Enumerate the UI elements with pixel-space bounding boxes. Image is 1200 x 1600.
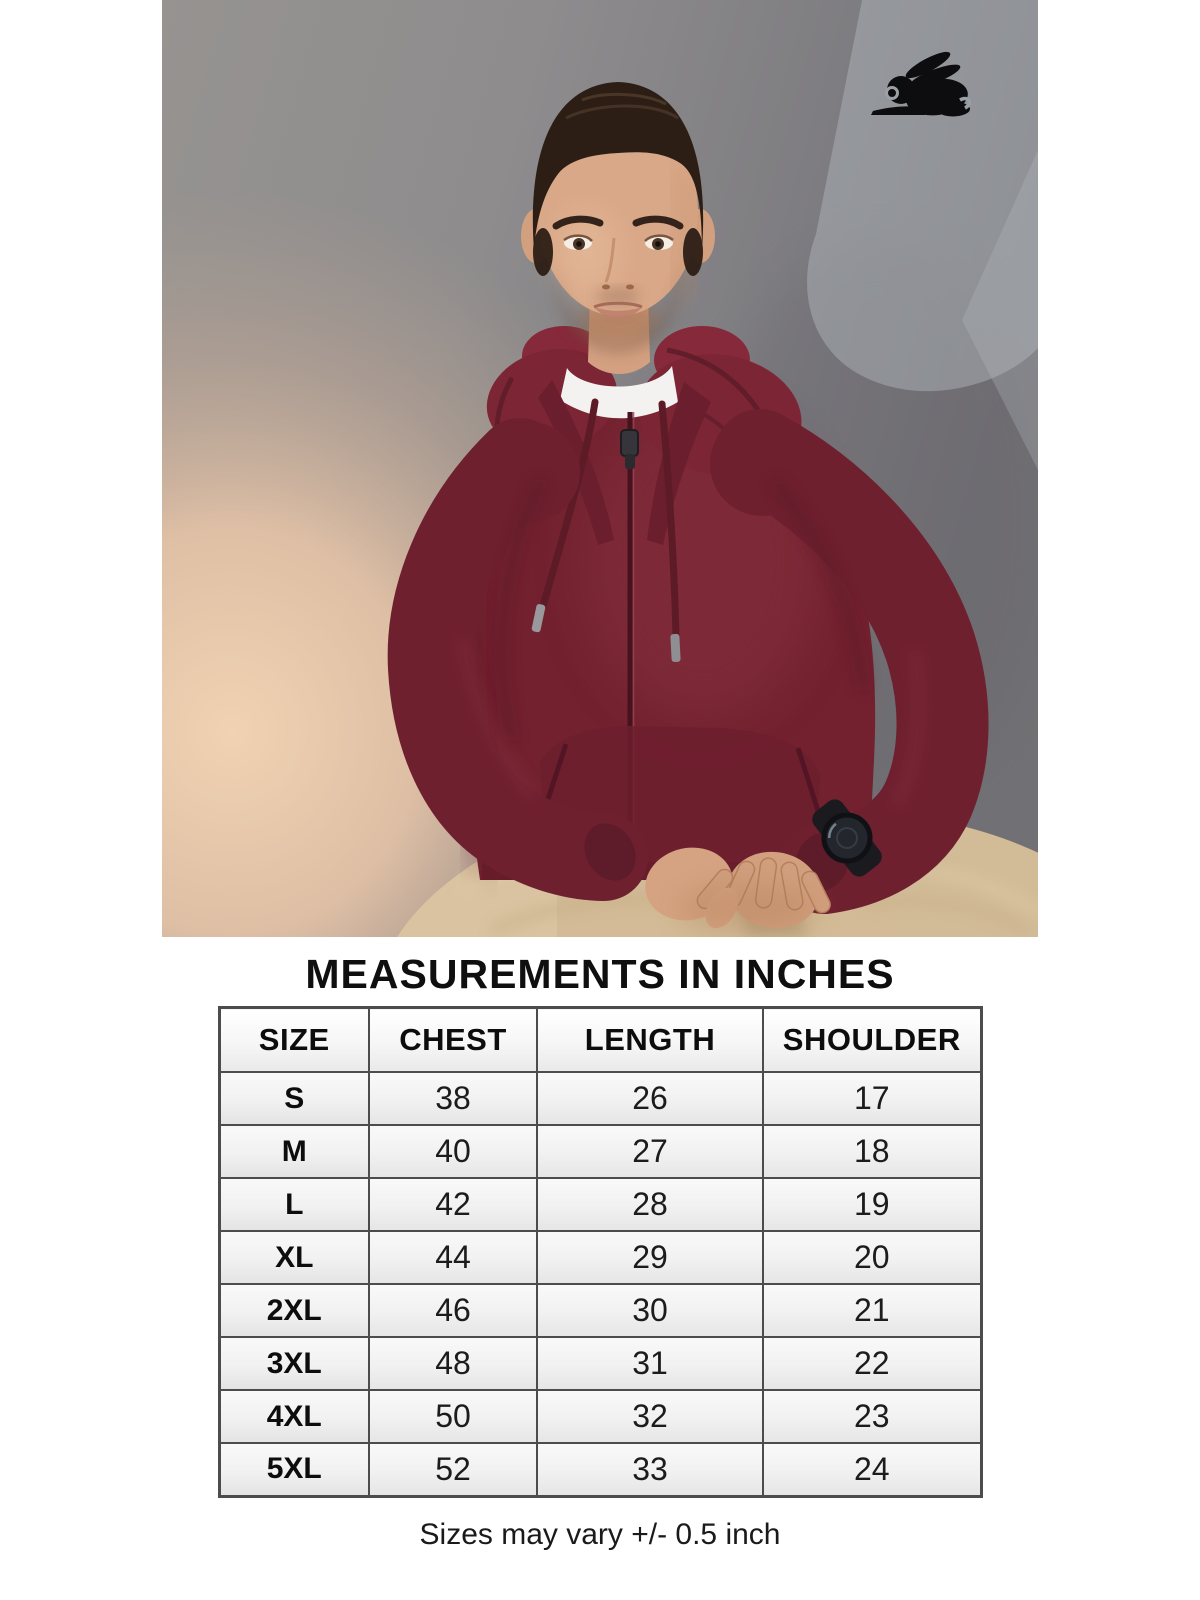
size-variance-note: Sizes may vary +/- 0.5 inch bbox=[419, 1517, 781, 1551]
chest-cell: 46 bbox=[369, 1284, 537, 1337]
chest-cell: 50 bbox=[369, 1390, 537, 1443]
shoulder-cell: 21 bbox=[763, 1284, 981, 1337]
shoulder-cell: 24 bbox=[763, 1443, 981, 1496]
table-row-3xl bbox=[219, 1337, 981, 1390]
shoulder-cell: 22 bbox=[763, 1337, 981, 1390]
length-cell: 28 bbox=[537, 1178, 763, 1231]
column-header-length: LENGTH bbox=[537, 1008, 763, 1073]
length-cell: 32 bbox=[537, 1390, 763, 1443]
length-cell: 31 bbox=[537, 1337, 763, 1390]
table-row-l bbox=[219, 1178, 981, 1231]
chest-cell: 38 bbox=[369, 1072, 537, 1125]
shoulder-cell: 19 bbox=[763, 1178, 981, 1231]
length-cell: 33 bbox=[537, 1443, 763, 1496]
shoulder-cell: 23 bbox=[763, 1390, 981, 1443]
size-chart-table bbox=[218, 1006, 983, 1498]
size-cell: XL bbox=[219, 1231, 369, 1284]
table-row-4xl bbox=[219, 1390, 981, 1443]
column-header-chest: CHEST bbox=[369, 1008, 537, 1073]
size-cell: 5XL bbox=[219, 1443, 369, 1496]
size-cell: S bbox=[219, 1072, 369, 1125]
chest-cell: 48 bbox=[369, 1337, 537, 1390]
length-cell: 30 bbox=[537, 1284, 763, 1337]
length-cell: 29 bbox=[537, 1231, 763, 1284]
shoulder-cell: 18 bbox=[763, 1125, 981, 1178]
chest-cell: 44 bbox=[369, 1231, 537, 1284]
size-cell: 2XL bbox=[219, 1284, 369, 1337]
size-chart-title: MEASUREMENTS IN INCHES bbox=[305, 951, 895, 997]
shoulder-cell: 20 bbox=[763, 1231, 981, 1284]
table-row-2xl bbox=[219, 1284, 981, 1337]
header-row bbox=[219, 1008, 981, 1073]
table-row-5xl bbox=[219, 1443, 981, 1496]
table-row-m bbox=[219, 1125, 981, 1178]
table-row-xl bbox=[219, 1231, 981, 1284]
product-photo bbox=[162, 0, 1038, 937]
chest-cell: 52 bbox=[369, 1443, 537, 1496]
chest-cell: 42 bbox=[369, 1178, 537, 1231]
size-cell: 3XL bbox=[219, 1337, 369, 1390]
column-header-shoulder: SHOULDER bbox=[763, 1008, 981, 1073]
table-row-s bbox=[219, 1072, 981, 1125]
size-cell: M bbox=[219, 1125, 369, 1178]
chest-cell: 40 bbox=[369, 1125, 537, 1178]
size-cell: L bbox=[219, 1178, 369, 1231]
length-cell: 27 bbox=[537, 1125, 763, 1178]
shoulder-cell: 17 bbox=[763, 1072, 981, 1125]
length-cell: 26 bbox=[537, 1072, 763, 1125]
column-header-size: SIZE bbox=[219, 1008, 369, 1073]
size-cell: 4XL bbox=[219, 1390, 369, 1443]
